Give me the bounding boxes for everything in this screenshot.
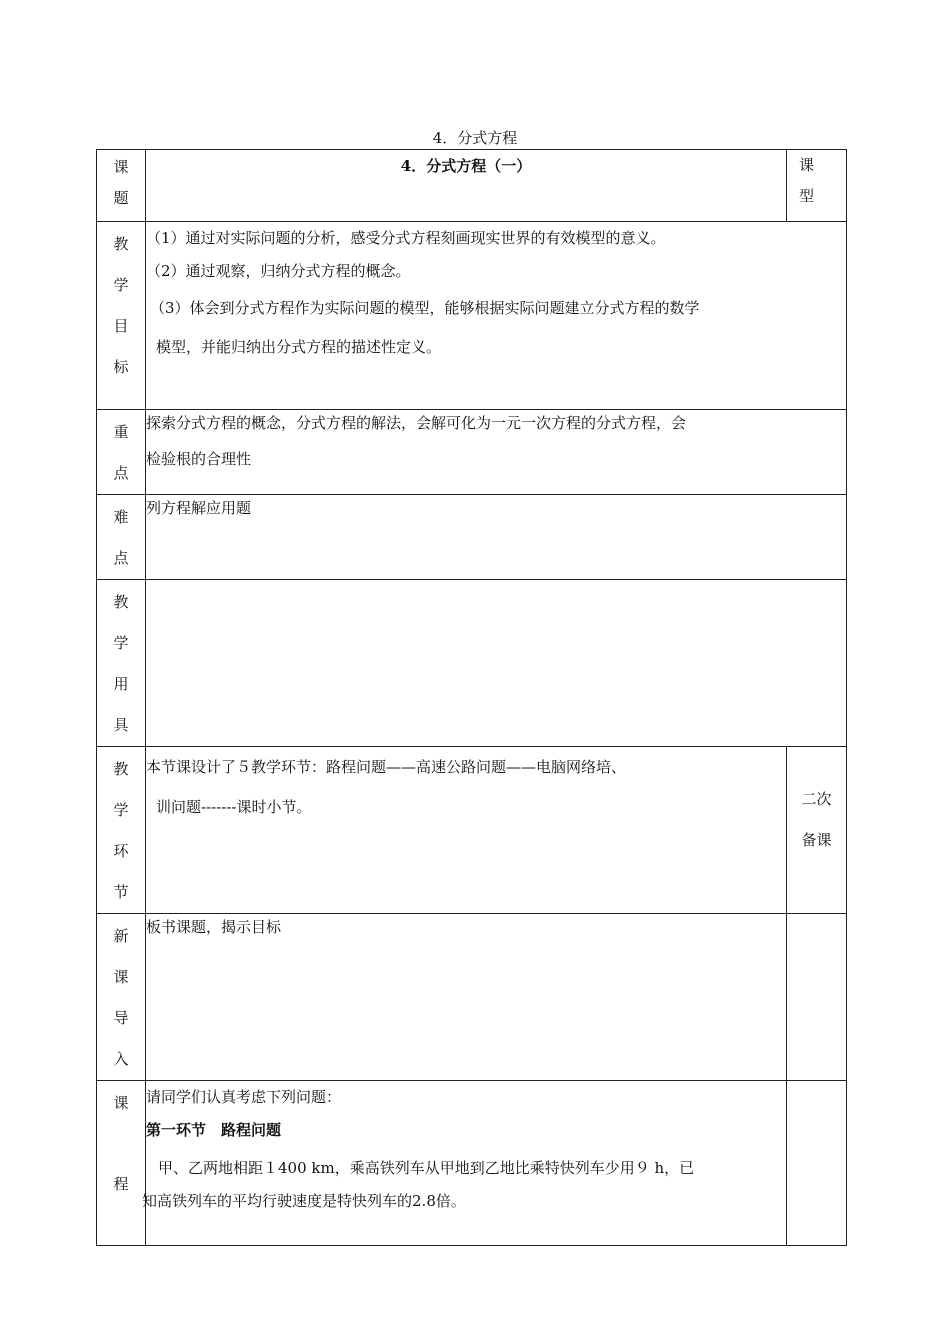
lesson-plan-table (96, 149, 847, 1246)
label-objectives: 教 学 目 标 (97, 222, 146, 410)
row-teaching-stages (97, 747, 847, 914)
second-preparation-note: 二次 备课 (787, 747, 847, 914)
label-topic: 课 题 (97, 150, 146, 222)
process-side (787, 1081, 847, 1246)
label-process: 课 程 (97, 1081, 146, 1246)
row-process (97, 1081, 847, 1246)
objective-3: （3）体会到分式方程作为实际问题的模型，能够根据实际问题建立分式方程的数学 (150, 299, 700, 317)
process-intro: 请同学们认真考虑下列问题： (146, 1088, 342, 1106)
label-key-points: 重 点 (97, 410, 146, 495)
process-content (142, 1081, 787, 1246)
row-teaching-tools (97, 580, 847, 747)
objective-2: （2）通过观察，归纳分式方程的概念。 (146, 262, 411, 280)
objective-3-cont: 模型，并能归纳出分式方程的描述性定义。 (156, 338, 442, 356)
difficulty-content: 列方程解应用题 (146, 495, 847, 580)
problem-text-line-1: 甲、乙两地相距１400 km，乘高铁列车从甲地到乙地比乘特快列车少用９ h，已 (158, 1159, 695, 1177)
row-difficulty (97, 495, 847, 580)
label-teaching-tools: 教 学 用 具 (97, 580, 146, 747)
key-points-content: 探索分式方程的概念，分式方程的解法，会解可化为一元一次方程的分式方程，会 检验根的合理性 (146, 410, 847, 495)
row-key-points (97, 410, 847, 495)
new-lesson-intro-side (787, 914, 847, 1081)
teaching-tools-content (146, 580, 847, 747)
label-teaching-stages: 教 学 环 节 (97, 747, 146, 914)
objectives-content (146, 222, 847, 410)
label-new-lesson-intro: 新 课 导 入 (97, 914, 146, 1081)
problem-text-line-2: 知高铁列车的平均行驶速度是特快列车的2.8倍。 (142, 1192, 466, 1210)
label-difficulty: 难 点 (97, 495, 146, 580)
row-topic (97, 150, 847, 222)
row-new-lesson-intro (97, 914, 847, 1081)
section-title: 第一环节 路程问题 (146, 1121, 282, 1139)
document-title: 4．分式方程 (432, 129, 518, 147)
label-type: 课 型 (787, 150, 847, 222)
new-lesson-intro-content: 板书课题，揭示目标 (146, 914, 787, 1081)
lesson-title: 4．分式方程（一） (146, 150, 787, 222)
objective-1: （1）通过对实际问题的分析，感受分式方程刻画现实世界的有效模型的意义。 (146, 229, 666, 247)
teaching-stages-content: 本节课设计了５教学环节：路程问题——高速公路问题——电脑网络培、 训问题-------课时小节。 (146, 747, 787, 914)
row-objectives (97, 222, 847, 410)
